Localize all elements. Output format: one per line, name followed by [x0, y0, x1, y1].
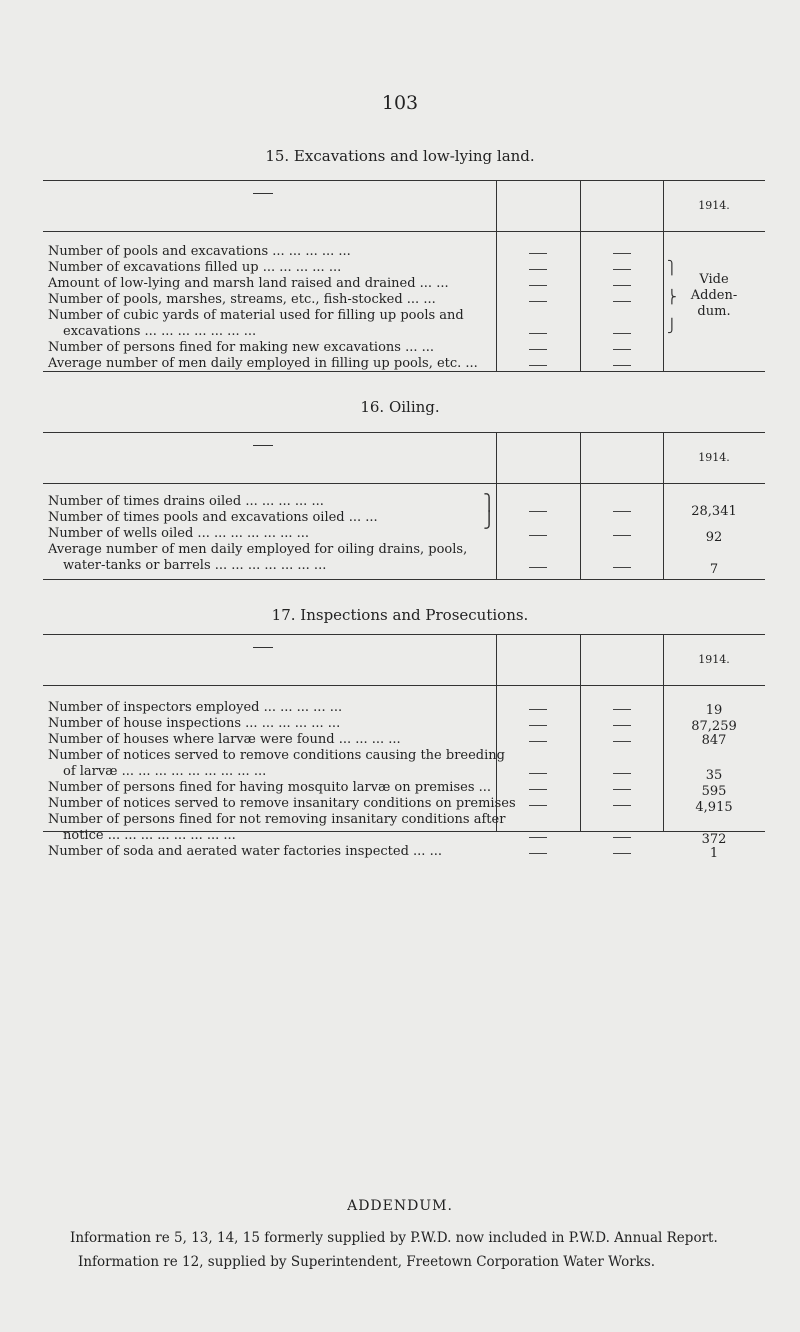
table-row — [43, 748, 765, 764]
row-label: Number of pools and excavations ... ... ... ... ... — [48, 244, 351, 259]
table-row — [43, 356, 765, 372]
value-cell: 87,259 — [691, 719, 737, 734]
table-row — [43, 700, 765, 716]
table-row — [43, 260, 765, 276]
section-17-table — [43, 634, 765, 861]
addendum-title: ADDENDUM. — [347, 1198, 453, 1214]
table-row — [43, 340, 765, 356]
table-row — [43, 828, 765, 847]
row-label: water-tanks or barrels ... ... ... ... ... ... ... — [63, 558, 327, 573]
table-row — [43, 844, 765, 860]
row-label: of larvæ ... ... ... ... ... ... ... ... ... — [63, 764, 267, 779]
table-row — [43, 504, 765, 526]
row-label: Number of inspectors employed ... ... ... ... ... — [48, 700, 343, 715]
table-row — [43, 812, 765, 828]
table-row — [43, 308, 765, 324]
value-cell: 35 — [705, 768, 723, 783]
value-cell: 7 — [709, 562, 719, 577]
row-label: Average number of men daily employed for oiling drains, pools, — [48, 542, 468, 557]
table-row — [43, 716, 765, 732]
row-label: Number of notices served to remove insanitary conditions on premises — [48, 796, 516, 811]
vide-note-2: Adden- — [690, 288, 738, 303]
table-header — [43, 433, 765, 484]
vide-note-3: dum. — [697, 304, 731, 319]
value-cell: 19 — [705, 703, 723, 718]
row-label: Number of pools, marshes, streams, etc., fish-stocked ... ... — [48, 292, 436, 307]
table-row — [43, 764, 765, 783]
value-cell: 372 — [701, 832, 727, 847]
section-17-title: 17. Inspections and Prosecutions. — [271, 606, 529, 624]
row-label: Number of wells oiled ... ... ... ... ... ... ... — [48, 526, 310, 541]
header-dash — [253, 647, 273, 648]
value-cell: 28,341 — [691, 504, 737, 519]
row-label: notice ... ... ... ... ... ... ... ... — [63, 828, 236, 843]
table-row — [43, 526, 765, 545]
row-label: Number of persons fined for making new excavations ... ... — [48, 340, 435, 355]
table-header — [43, 635, 765, 686]
table-row — [43, 732, 765, 748]
table-row — [43, 780, 765, 799]
table-row — [43, 558, 765, 577]
row-label: Number of times pools and excavations oiled ... ... — [48, 510, 378, 525]
value-cell: 595 — [701, 784, 727, 799]
row-label: Number of excavations filled up ... ... ... ... ... — [48, 260, 342, 275]
vide-note-1: Vide — [699, 272, 729, 287]
table-row — [43, 276, 765, 292]
addendum-line-1: Information re 5, 13, 14, 15 formerly supplied by P.W.D. now included in P.W.D. Annual Report. — [70, 1230, 718, 1246]
value-cell: 92 — [705, 530, 723, 545]
header-dash — [253, 193, 273, 194]
table-header — [43, 181, 765, 232]
row-label: Number of house inspections ... ... ... ... ... ... — [48, 716, 341, 731]
row-label: Number of persons fined for having mosquito larvæ on premises ... — [48, 780, 492, 795]
year-header: 1914. — [698, 451, 730, 464]
value-cell: 1 — [709, 846, 719, 861]
value-cell: 847 — [701, 733, 727, 748]
section-16-table: 1914. Number of times drains oiled ... ... ... ... ... Number of times pools and excavations oiled ... ... 28,341 ⎫ ⎭ Number of wells oiled ... ... ... ... ... ... ... 92 Average number of men daily employed for oiling drains, pools, water-tanks or barrels ... ... ... ... ... ... ... 7 — [43, 432, 765, 580]
year-header: 1914. — [698, 199, 730, 212]
section-15-title: 15. Excavations and low-lying land. — [265, 147, 535, 165]
row-label: Number of soda and aerated water factories inspected ... ... — [48, 844, 442, 859]
table-row — [43, 494, 765, 510]
table-row — [43, 244, 765, 260]
table-row — [43, 324, 765, 340]
table-row — [43, 542, 765, 558]
table-row — [43, 796, 765, 815]
addendum-line-2: Information re 12, supplied by Superintendent, Freetown Corporation Water Works. — [78, 1254, 656, 1270]
section-15-table: 1914. Number of pools and excavations ... ... ... ... ... Number of excavations filled up ... ... ... ... ... Amount of low-lying and marsh land raised and drained ... ... Number of pools, marshes, streams, etc., fish-stocked ... ... Number of cubic yards of material used for filling up pools and excavations ... ... ... ... ... ... ... Number of persons fined for making new excavations ... ... Average number of men daily employed in filling up pools, etc. ... ⎫ ⎬ ⎭ Vide Adden- dum. — [43, 180, 765, 372]
row-label: Average number of men daily employed in filling up pools, etc. ... — [48, 356, 478, 371]
row-label: Number of persons fined for not removing insanitary conditions after — [48, 812, 506, 827]
page-number: 103 — [381, 92, 419, 114]
year-header: 1914. — [698, 653, 730, 666]
row-label: Number of notices served to remove conditions causing the breeding — [48, 748, 505, 763]
row-label: Number of times drains oiled ... ... ... ... ... — [48, 494, 324, 509]
header-dash — [253, 445, 273, 446]
row-label: Number of houses where larvæ were found ... ... ... ... — [48, 732, 401, 747]
value-cell: 4,915 — [695, 800, 733, 815]
row-label: excavations ... ... ... ... ... ... ... — [63, 324, 257, 339]
row-label: Amount of low-lying and marsh land raised and drained ... ... — [48, 276, 449, 291]
row-label: Number of cubic yards of material used for filling up pools and — [48, 308, 464, 323]
table-row — [43, 292, 765, 308]
section-16-title: 16. Oiling. — [360, 398, 440, 416]
